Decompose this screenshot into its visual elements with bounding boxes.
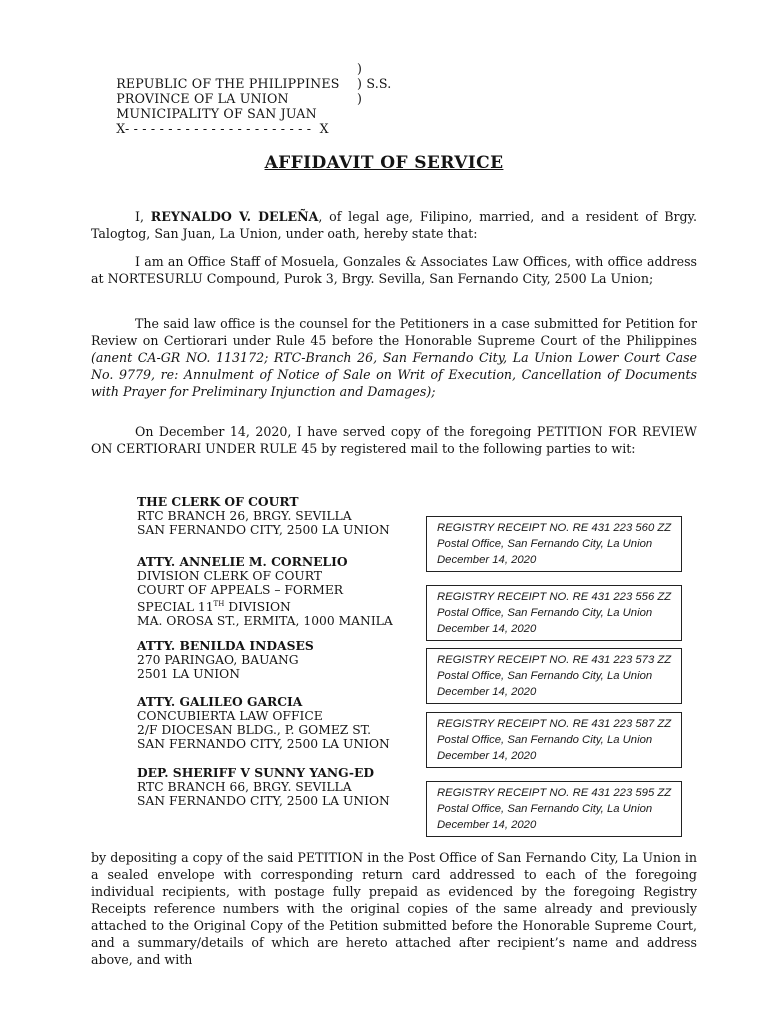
paragraph-service: On December 14, 2020, I have served copy of the foregoing PETITION FOR REVIEW ON CERTIORARI UNDER RULE 45 by registered mail to the following parties to wit:: [91, 424, 697, 456]
receipt-number: REGISTRY RECEIPT NO. RE 431 223 556 ZZ: [437, 591, 672, 603]
receipt-number: REGISTRY RECEIPT NO. RE 431 223 587 ZZ: [437, 718, 672, 730]
registry-receipt-box: [426, 585, 682, 641]
recipient-address-line: CONCUBIERTA LAW OFFICE: [137, 709, 323, 723]
affiant-name: REYNALDO V. DELEÑA: [150, 209, 319, 224]
recipient-address-line: MA. OROSA ST., ERMITA, 1000 MANILA: [137, 614, 393, 629]
recipient-address-line: SAN FERNANDO CITY, 2500 LA UNION: [137, 794, 390, 808]
recipient-address-line: 2501 LA UNION: [137, 667, 240, 681]
recipient-address-line: COURT OF APPEALS – FORMER: [137, 583, 344, 597]
venue-line: MUNICIPALITY OF SAN JUAN ): [116, 91, 363, 121]
case-reference: (anent CA-GR NO. 113172; RTC-Branch 26, San Fernando City, La Union Lower Court Case No. 9779, re: Annulment of Notice of Sale on Writ of Execution, Cancellation of Documents with Prayer for Preliminary Injunction and Damages);: [91, 350, 697, 399]
recipient-name: ATTY. GALILEO GARCIA: [137, 694, 303, 709]
venue-line: PROVINCE OF LA UNION ) S.S.: [116, 76, 392, 106]
recipient-address-line: SAN FERNANDO CITY, 2500 LA UNION: [137, 523, 390, 537]
ordinal-suffix: TH: [213, 600, 225, 608]
document-title: AFFIDAVIT OF SERVICE: [264, 153, 504, 173]
receipt-date: December 14, 2020: [437, 686, 537, 698]
intro-paragraph: I, REYNALDO V. DELEÑA, of legal age, Filipino, married, and a resident of Brgy. Talogtog, San Juan, La Union, under oath, hereby state that:: [91, 209, 697, 241]
venue-separator: X- - - - - - - - - - - - - - - - - - - - - - X: [116, 121, 329, 136]
recipient-name: ATTY. BENILDA INDASES: [137, 638, 314, 653]
registry-receipt-box: [426, 516, 682, 572]
recipient-address-line: DIVISION CLERK OF COURT: [137, 569, 323, 583]
recipient-block: [137, 766, 427, 808]
recipient-name: DEP. SHERIFF V SUNNY YANG-ED: [137, 765, 375, 780]
receipt-date: December 14, 2020: [437, 623, 537, 635]
receipt-number: REGISTRY RECEIPT NO. RE 431 223 560 ZZ: [437, 522, 672, 534]
registry-receipt-box: [426, 712, 682, 768]
receipt-number: REGISTRY RECEIPT NO. RE 431 223 595 ZZ: [437, 787, 672, 799]
recipient-address-line: RTC BRANCH 26, BRGY. SEVILLA: [137, 509, 352, 523]
recipient-name: ATTY. ANNELIE M. CORNELIO: [137, 554, 348, 569]
receipt-post-office: Postal Office, San Fernando City, La Union: [437, 670, 653, 682]
recipient-name: THE CLERK OF COURT: [137, 494, 299, 509]
recipient-block: [137, 695, 427, 751]
paragraph-case: The said law office is the counsel for the Petitioners in a case submitted for Petition for Review on Certiorari under Rule 45 before the Honorable Supreme Court of the Philippines (anent CA-GR NO. 113172; RTC-Branch 26, San Fernando City, La Union Lower Court Case No. 9779, re: Annulment of Notice of Sale on Writ of Execution, Cancellation of Documents with Prayer for Preliminary Injunction and Damages);: [91, 316, 697, 399]
paragraph-office: I am an Office Staff of Mosuela, Gonzales & Associates Law Offices, with office address at NORTESURLU Compound, Purok 3, Brgy. Sevilla, San Fernando City, 2500 La Union;: [91, 254, 697, 286]
venue-block: [91, 61, 392, 136]
recipient-address-line: RTC BRANCH 66, BRGY. SEVILLA: [137, 780, 352, 794]
receipt-number: REGISTRY RECEIPT NO. RE 431 223 573 ZZ: [437, 654, 672, 666]
recipient-address-line: 270 PARINGAO, BAUANG: [137, 653, 299, 667]
recipient-block: [137, 639, 427, 681]
receipt-date: December 14, 2020: [437, 819, 537, 831]
closing-paragraph: by depositing a copy of the said PETITION in the Post Office of San Fernando City, La Union in a sealed envelope with corresponding return card addressed to each of the foregoing individual recipients, with postage fully prepaid as evidenced by the foregoing Registry Receipts reference numbers with the original copies of the same already and previously attached to the Original Copy of the Petition submitted before the Honorable Supreme Court, and a summary/details of which are hereto attached after recipient’s name and address above, and with: [91, 850, 697, 967]
receipt-post-office: Postal Office, San Fernando City, La Union: [437, 538, 653, 550]
receipt-post-office: Postal Office, San Fernando City, La Union: [437, 607, 653, 619]
receipt-date: December 14, 2020: [437, 750, 537, 762]
venue-bracket: ): [357, 91, 363, 106]
recipient-address-line: SAN FERNANDO CITY, 2500 LA UNION: [137, 737, 390, 751]
recipient-address-line: SPECIAL 11TH DIVISION: [137, 600, 291, 615]
registry-receipt-box: [426, 648, 682, 704]
registry-receipt-box: [426, 781, 682, 837]
venue-bracket: ) S.S.: [357, 76, 392, 91]
venue-line: REPUBLIC OF THE PHILIPPINES ): [116, 61, 363, 91]
receipt-date: December 14, 2020: [437, 554, 537, 566]
recipient-block: [137, 495, 427, 537]
venue-bracket: ): [357, 61, 363, 76]
receipt-post-office: Postal Office, San Fernando City, La Union: [437, 734, 653, 746]
receipt-post-office: Postal Office, San Fernando City, La Union: [437, 803, 653, 815]
recipient-block: [137, 555, 427, 628]
recipient-address-line: 2/F DIOCESAN BLDG., P. GOMEZ ST.: [137, 723, 371, 737]
